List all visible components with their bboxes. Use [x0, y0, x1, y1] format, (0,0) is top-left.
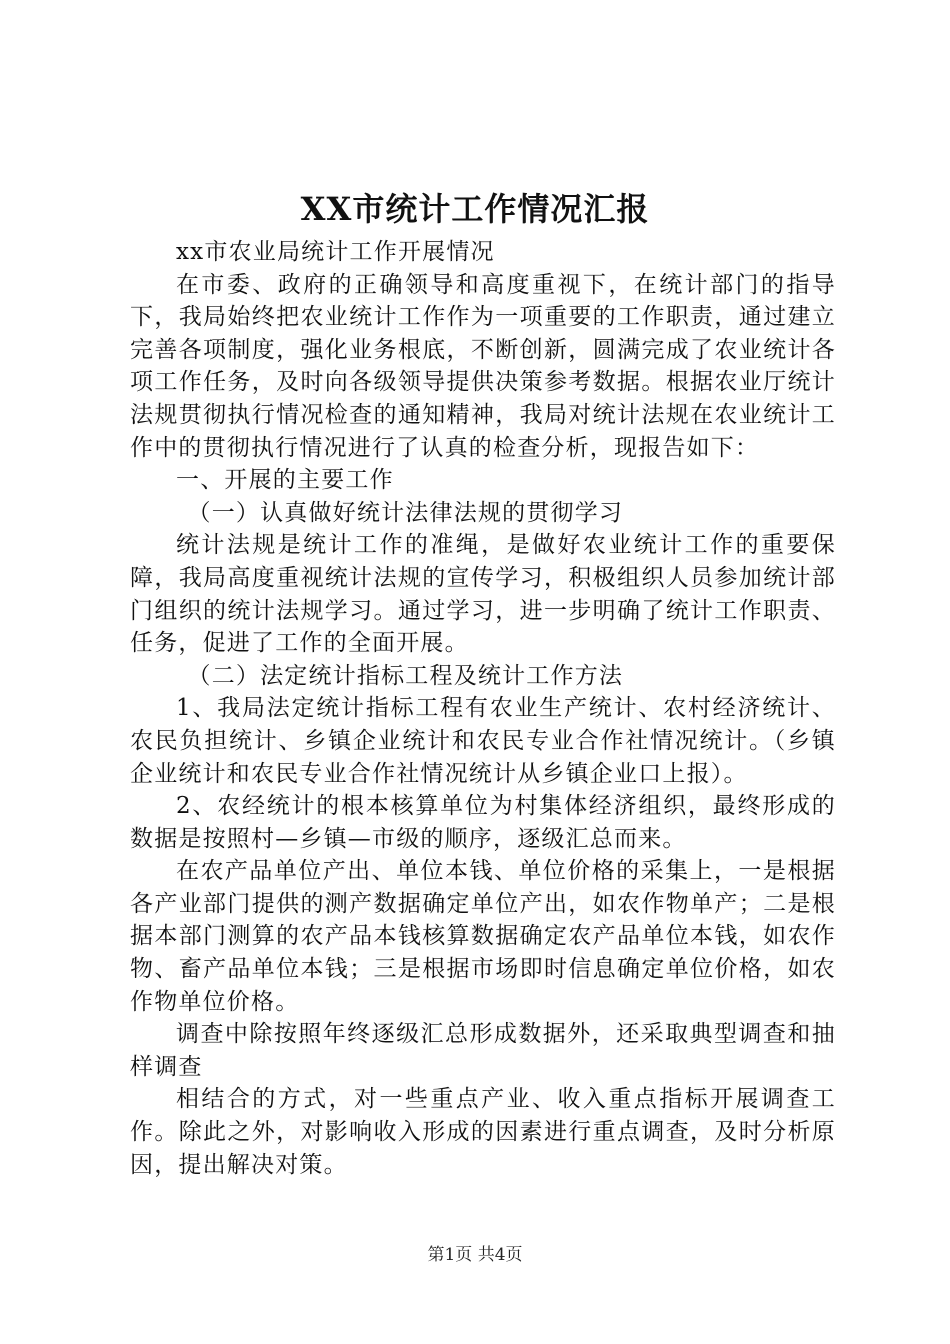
- document-body: [130, 236, 836, 1181]
- subsection-heading-1: （一）认真做好统计法律法规的贯彻学习: [187, 499, 624, 526]
- paragraph-survey-cont: 相结合的方式，对一些重点产业、收入重点指标开展调查工作。除此之外，对影响收入形成的因素进行重点调查，及时分析原因，提出解决对策。: [130, 1086, 836, 1178]
- paragraph-item-1: 1、我局法定统计指标工程有农业生产统计、农村经济统计、农民负担统计、乡镇企业统计和农民专业合作社情况统计。（乡镇企业统计和农民专业合作社情况统计从乡镇企业口上报）。: [130, 695, 836, 787]
- page-number-footer: 第1页 共4页: [427, 1245, 523, 1265]
- paragraph-item-2: 2、农经统计的根本核算单位为村集体经济组织，最终形成的数据是按照村—乡镇—市级的顺序，逐级汇总而来。: [130, 793, 836, 852]
- paragraph-law-study: 统计法规是统计工作的准绳，是做好农业统计工作的重要保障，我局高度重视统计法规的宣传学习，积极组织人员参加统计部门组织的统计法规学习。通过学习，进一步明确了统计工作职责、任务，促进了工作的全面开展。: [130, 532, 836, 657]
- paragraph-intro: 在市委、政府的正确领导和高度重视下，在统计部门的指导下，我局始终把农业统计工作作为一项重要的工作职责，通过建立完善各项制度，强化业务根底，不断创新，圆满完成了农业统计各项工作任务，及时向各级领导提供决策参考数据。根据农业厅统计法规贯彻执行情况检查的通知精神，我局对统计法规在农业统计工作中的贯彻执行情况进行了认真的检查分析，现报告如下：: [130, 271, 836, 461]
- paragraph-subtitle: xx市农业局统计工作开展情况: [176, 239, 495, 265]
- subsection-heading-2: （二）法定统计指标工程及统计工作方法: [187, 662, 624, 689]
- document-title: XX市统计工作情况汇报: [300, 190, 650, 228]
- section-heading-1: 一、开展的主要工作: [176, 467, 394, 494]
- paragraph-collection: 在农产品单位产出、单位本钱、单位价格的采集上，一是根据各产业部门提供的测产数据确定单位产出，如农作物单产；二是根据本部门测算的农产品本钱核算数据确定农产品单位本钱，如农作物、畜产品单位本钱；三是根据市场即时信息确定单位价格，如农作物单位价格。: [130, 858, 836, 1015]
- paragraph-survey: 调查中除按照年终逐级汇总形成数据外，还采取典型调查和抽样调查: [130, 1021, 836, 1080]
